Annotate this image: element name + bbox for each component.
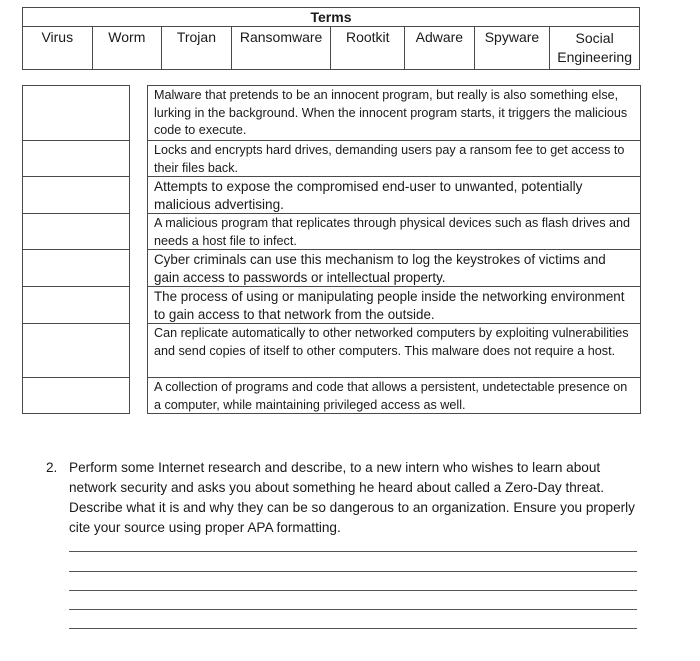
definition-cell: A malicious program that replicates through physical devices such as flash drives and needs a host file to infect. — [147, 213, 641, 250]
terms-table — [22, 7, 640, 70]
definition-cell: Attempts to expose the compromised end-user to unwanted, potentially malicious advertising. — [147, 176, 641, 214]
term-cell: Ransomware — [231, 27, 331, 70]
definition-cell: The process of using or manipulating people inside the networking environment to gain access to that network from the outside. — [147, 286, 641, 324]
terms-title: Terms — [23, 8, 640, 27]
term-cell: Rootkit — [331, 27, 405, 70]
answer-box[interactable] — [22, 377, 130, 414]
answer-line[interactable] — [69, 590, 637, 591]
definitions-column — [147, 85, 641, 413]
definition-cell: Locks and encrypts hard drives, demanding users pay a ransom fee to get access to their files back. — [147, 140, 641, 177]
answer-box[interactable] — [22, 176, 130, 214]
term-cell: Worm — [92, 27, 162, 70]
term-cell: Social Engineering — [550, 27, 640, 70]
answer-box[interactable] — [22, 249, 130, 287]
answer-box[interactable] — [22, 140, 130, 177]
question-text: Perform some Internet research and describe, to a new intern who wishes to learn about network security and asks you about something he heard about called a Zero-Day threat. Describe what it is and why they can be so dangerous to an organization. Ensure you properly cite your source using proper APA formatting. — [69, 460, 635, 535]
definition-cell: A collection of programs and code that allows a persistent, undetectable presence on a computer, while maintaining privileged access as well. — [147, 377, 641, 414]
term-cell: Adware — [405, 27, 475, 70]
term-cell: Virus — [23, 27, 93, 70]
definition-cell: Can replicate automatically to other networked computers by exploiting vulnerabilities and send copies of itself to other computers. This malware does not require a host. — [147, 323, 641, 378]
answer-line[interactable] — [69, 609, 637, 610]
terms-row — [23, 27, 640, 70]
term-cell: Spyware — [474, 27, 550, 70]
answer-box[interactable] — [22, 213, 130, 250]
answer-box[interactable] — [22, 85, 130, 141]
definition-cell: Cyber criminals can use this mechanism to log the keystrokes of victims and gain access to passwords or intellectual property. — [147, 249, 641, 287]
definition-cell: Malware that pretends to be an innocent program, but really is also something else, lurking in the background. When the innocent program starts, it triggers the malicious code to execute. — [147, 85, 641, 141]
answer-line[interactable] — [69, 628, 637, 629]
answer-column — [22, 85, 130, 413]
answer-box[interactable] — [22, 323, 130, 378]
term-cell: Trojan — [162, 27, 232, 70]
answer-box[interactable] — [22, 286, 130, 324]
answer-line[interactable] — [69, 571, 637, 572]
answer-line[interactable] — [69, 551, 637, 552]
question-number: 2. — [46, 460, 58, 475]
